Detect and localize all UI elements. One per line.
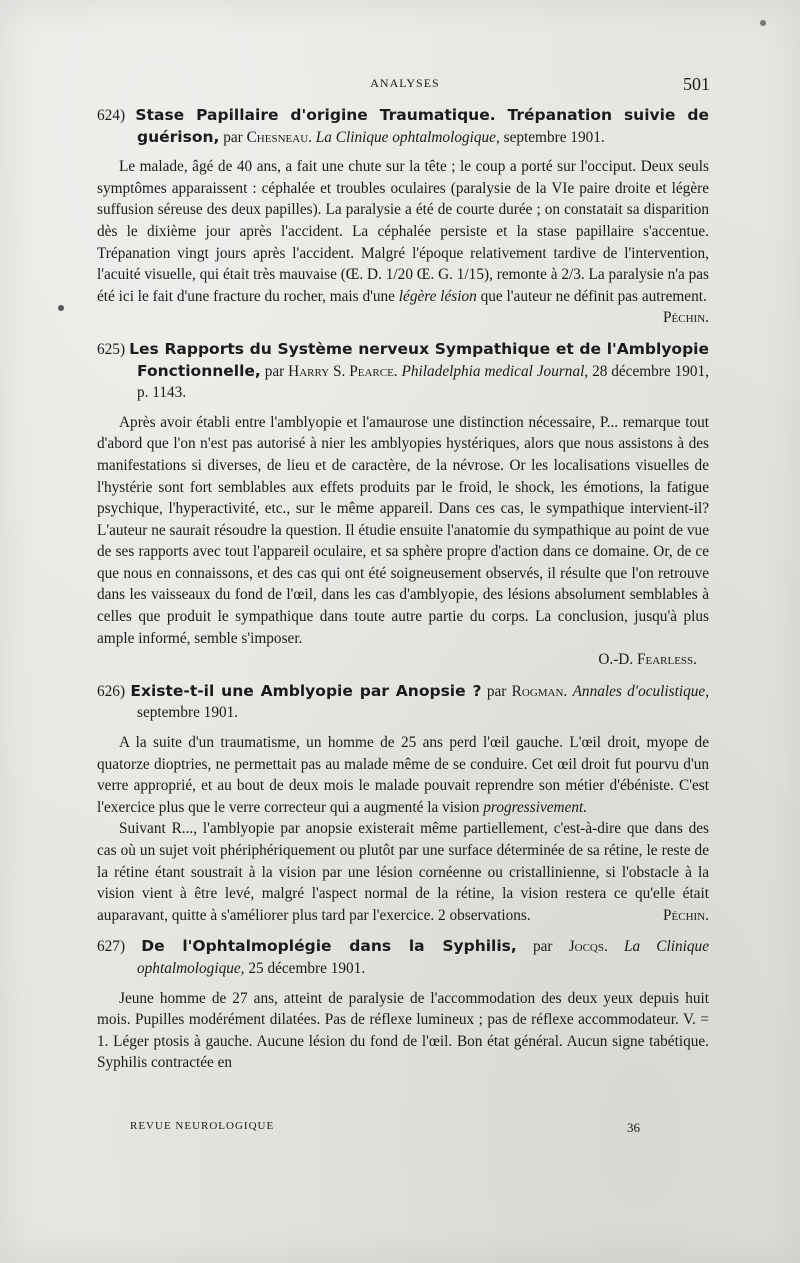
entry-journal: Philadelphia medical Journal, xyxy=(401,362,589,380)
paragraph-text: Le malade, âgé de 40 ans, a fait une chute sur la tête ; le coup a porté sur l'occiput. Deux seuls symptômes apparaissent : céphalée et troubles oculaires (paralysie de la VIe paire droite et légère suffusion séreuse des deux papilles). La paralysie a été de courte durée ; on constatait sa disparition dès le dixième jour après l'accident. La céphalée persiste et la stase papillaire s'accentue. Trépanation vingt jours après l'accident. Malgré l'époque relativement tardive de l'intervention, l'acuité visuelle, qui était très mauvaise (Œ. D. 1/20 Œ. G. 1/15), remonte à 2/3. La paralysie n'a pas été ici le fait d'une fracture du rocher, mais d'une xyxy=(97,158,709,305)
running-title: ANALYSES xyxy=(370,76,440,90)
entry-paragraph xyxy=(97,732,709,818)
entry-paragraph: Après avoir établi entre l'amblyopie et l'amaurose une distinction nécessaire, P... remarque tout d'abord que l'on n'est pas autorisé à nier les amblyopies hystériques, alors que nous assistons à des manifestations si diverses, de lieu et de caractère, de la névrose. Or les localisations visuelles de l'hystérie sont fort semblables aux effets produits par le froid, le shock, les émotions, la fatigue psychique, l'hyperactivité, etc., sur le même appareil. Dans ces cas, le sympathique intervient-il? L'auteur ne saurait résoudre la question. Il étudie ensuite l'anatomie du sympathique au point de vue de ses rapports avec tout l'appareil oculaire, et sa sphère propre d'action dans ce domaine. Or, de ce que nous en connaissons, et des cas qui ont été soigneusement observés, il résulte que l'on retrouve dans les vaisseaux du fond de l'œil, dans les cas d'amblyopie, des lésions absolument semblables à celles que produit le sympathique dans toute autre partie du corps. La conclusion, jusqu'à plus ample informé, semble s'imposer. xyxy=(97,413,709,647)
entry-date: septembre 1901. xyxy=(503,128,605,146)
entry-number: 624) xyxy=(97,107,126,124)
entry-title: De l'Ophtalmoplégie dans la Syphilis, xyxy=(141,937,517,956)
entry-journal: La Clinique ophtalmologique, xyxy=(315,128,500,146)
emphasis-text: progressivement. xyxy=(483,798,588,816)
entry-title: Les Rapports du Système nerveux Sympathique et de l'Amblyopie Fonctionnelle, xyxy=(129,339,709,380)
page-number: 501 xyxy=(683,74,710,94)
page-header xyxy=(100,74,710,94)
entry-date: 25 décembre 1901. xyxy=(248,959,366,977)
paragraph-text: Suivant R..., l'amblyopie par anopsie existerait même partiellement, c'est-à-dire que dans des cas où un sujet voit phériphériquement ou plutôt par une surface déterminée de sa rétine, le reste de la rétine étant soustrait à la vision par une lésion cornéenne ou cristallinienne, si l'obstacle à la vision vient à être levé, malgré l'aspect normal de la rétine, la vision restera ce qu'elle était auparavant, quitte à s'améliorer plus tard par l'exercice. 2 observations. xyxy=(97,820,709,924)
footer-journal-name: REVUE NEUROLOGIQUE xyxy=(130,1120,275,1132)
emphasis-text: légère lésion xyxy=(398,287,477,305)
entry-author: Harry S. Pearce. xyxy=(288,362,398,380)
footer-sheet-number: 36 xyxy=(627,1120,640,1135)
entry-number: 625) xyxy=(97,340,126,358)
entry-title: Existe-t-il une Amblyopie par Anopsie ? xyxy=(130,681,482,700)
page-footer xyxy=(130,1120,640,1138)
paragraph-tail: que l'auteur ne définit pas autrement. xyxy=(480,287,707,305)
entry-title: Stase Papillaire d'origine Traumatique. Trépanation suivie de guérison, xyxy=(135,106,709,146)
entry-paragraph xyxy=(97,818,709,926)
entry-paragraph xyxy=(97,156,709,329)
entry-author: Jocqs. xyxy=(568,938,608,956)
entry-number: 627) xyxy=(97,938,126,956)
entry-by: par xyxy=(264,362,285,380)
entry-626 xyxy=(97,681,709,927)
entry-author: Chesneau. xyxy=(246,128,312,146)
entry-by: par xyxy=(532,938,553,956)
margin-dot xyxy=(58,305,64,311)
entry-heading xyxy=(97,936,709,979)
entry-paragraph: Jeune homme de 27 ans, atteint de paralysie de l'accommodation des deux yeux depuis huit mois. Pupilles modérément dilatées. Pas de réflexe lumineux ; pas de réflexe accommodateur. V. = 1. Léger ptosis à gauche. Aucune lésion du fond de l'œil. Bon état général. Aucun signe tabétique. Syphilis contractée en xyxy=(97,989,709,1072)
paragraph-text: A la suite d'un traumatisme, un homme de 25 ans perd l'œil gauche. L'œil droit, myope de quatorze dioptries, ne permettait pas au malade même de se conduire. Cet œil droit fut pourvu d'un verre approprié, et au bout de deux mois le malade pouvait reprendre son métier d'ébéniste. C'est l'exercice plus que le verre correcteur qui a augmenté la vision xyxy=(97,734,709,816)
entry-heading xyxy=(97,681,709,724)
entry-627 xyxy=(97,936,709,1074)
entry-date: septembre 1901. xyxy=(137,704,239,722)
entry-journal: Annales d'oculistique, xyxy=(572,682,710,700)
entry-number: 626) xyxy=(97,682,126,700)
entry-heading xyxy=(97,105,709,148)
entry-by: par xyxy=(486,682,507,700)
entry-signature: Péchin. xyxy=(663,309,709,327)
entry-by: par xyxy=(223,128,243,146)
entry-625 xyxy=(97,339,709,671)
entry-624 xyxy=(97,105,709,329)
entry-journal: La Clinique ophtalmologique, xyxy=(137,938,709,977)
entry-date: 28 décembre 1901, p. 1143. xyxy=(137,362,709,402)
entry-heading xyxy=(97,339,709,404)
entry-author: Rogman. xyxy=(511,682,568,700)
entry-signature: O.-D. Fearless. xyxy=(598,651,697,669)
article-body xyxy=(97,105,709,1084)
entry-signature: Péchin. xyxy=(663,906,709,924)
corner-dot xyxy=(760,20,766,26)
